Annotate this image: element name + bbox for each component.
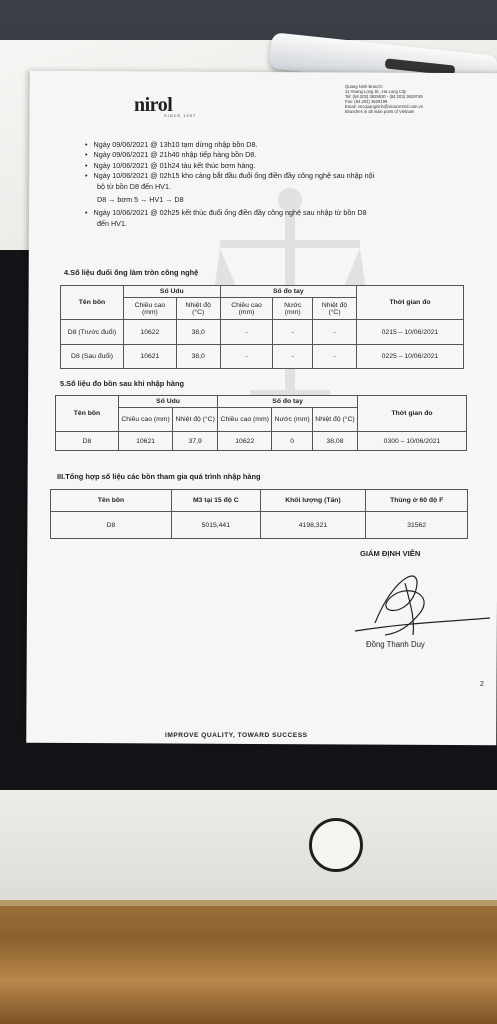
- event-item: đến HV1.: [97, 218, 127, 228]
- signature-image: [345, 563, 495, 638]
- table-row: D8 10621 37,9 10622 0 38,08 0300 – 10/06/2021: [56, 432, 467, 451]
- logo-since: SINCE 1997: [164, 113, 197, 118]
- home-button[interactable]: [309, 818, 363, 872]
- section4-table: [60, 285, 464, 369]
- col-height: Chiều cao (mm): [220, 298, 273, 320]
- col-time: Thời gian đo: [357, 286, 464, 320]
- section5-table: Tên bồn Số Udu Số đo tay Thời gian đo Chiều cao (mm) Nhiệt độ (°C) Chiều cao (mm) Nước (mm) Nhiệt độ (°C) D8 10621 37,9 10622 0 38,08 0300 – 10/06/2021: [55, 395, 467, 451]
- section3-title: III.Tổng hợp số liệu các bồn tham gia quá trình nhập hàng: [57, 472, 261, 481]
- event-item: • Ngày 10/06/2021 @ 01h24 tàu kết thúc bơm hàng.: [85, 161, 470, 171]
- tablet-bezel: [0, 780, 497, 906]
- branch-info: Quang Ninh Branch: 11 Hoang Long St., Ha Long City Tel: (84.203) 3629530 - (84.203) 3629749 Fax: (84.203) 3629199 Email: vncquangninh@vinacontrol.com.vn Branches in all main ports of Vietnam: [345, 84, 424, 114]
- col-height: Chiều cao (mm): [124, 298, 177, 320]
- event-item: bộ từ bồn D8 đến HV1.: [97, 181, 171, 191]
- group-tay: Số đo tay: [220, 286, 356, 298]
- signature-title: GIÁM ĐỊNH VIÊN: [360, 549, 421, 558]
- event-item: D8 → bơm 5 → HV1 → D8: [97, 195, 184, 205]
- col-tank: Tên bồn: [61, 286, 124, 320]
- group-udu: Số Udu: [124, 286, 221, 298]
- event-list: [85, 140, 470, 229]
- section3-table: Tên bồn M3 tại 15 độ C Khối lượng (Tấn) Thùng ở 60 độ F D8 5015,441 4198,321 31562: [50, 489, 468, 539]
- col-temp: Nhiệt độ (°C): [313, 298, 357, 320]
- col-water: Nước (mm): [273, 298, 313, 320]
- company-logo: nirol: [134, 94, 173, 116]
- event-item: • Ngày 10/06/2021 @ 02h15 kho cảng bắt đầu đuổi ống điền đầy công nghệ sau nhập nội: [85, 171, 470, 181]
- section4-title: 4.Số liệu đuổi ống làm tròn công nghệ: [64, 268, 199, 277]
- table-row: D8 5015,441 4198,321 31562: [51, 512, 468, 539]
- event-item: • Ngày 09/06/2021 @ 13h10 tạm dừng nhập bồn D8.: [85, 140, 470, 150]
- event-item: • Ngày 09/06/2021 @ 21h40 nhập tiếp hàng bồn D8.: [85, 150, 470, 160]
- footer-slogan: IMPROVE QUALITY, TOWARD SUCCESS: [165, 732, 308, 739]
- table-row: D8 (Sau đuổi) 10621 38,0 - - - 0225 – 10/06/2021: [61, 345, 464, 369]
- event-item: • Ngày 10/06/2021 @ 02h25 kết thúc đuổi ống điền đầy công nghệ sau nhập từ bồn D8: [85, 208, 470, 218]
- col-temp: Nhiệt độ (°C): [176, 298, 220, 320]
- section5-title: 5.Số liệu đo bồn sau khi nhập hàng: [60, 379, 185, 388]
- table-row: D8 (Trước đuổi) 10622 38,0 - - - 0215 – 10/06/2021: [61, 320, 464, 345]
- signer-name: Đồng Thanh Duy: [366, 640, 425, 649]
- page-number: 2: [480, 681, 484, 688]
